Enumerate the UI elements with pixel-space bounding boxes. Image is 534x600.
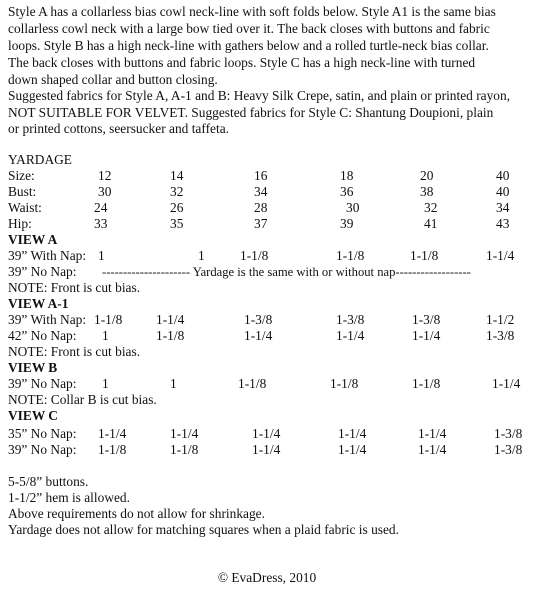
- measure-value: 30: [98, 184, 112, 199]
- yardage-value: 1-1/4: [170, 426, 199, 441]
- measure-value: 41: [424, 216, 438, 231]
- yardage-value: 1-1/4: [98, 426, 127, 441]
- yardage-value: 1-1/4: [244, 328, 273, 343]
- intro-line: or printed cottons, seersucker and taffeta.: [8, 121, 229, 136]
- view-b-note: NOTE: Collar B is cut bias.: [8, 392, 157, 407]
- yardage-value: 1-1/4: [418, 442, 447, 457]
- footer-note: 1-1/2” hem is allowed.: [8, 490, 130, 505]
- yardage-value: 1-3/8: [486, 328, 515, 343]
- measure-value: 26: [170, 200, 184, 215]
- yardage-value: 1-1/8: [412, 376, 441, 391]
- yardage-value: 1-1/8: [94, 312, 123, 327]
- same-yardage-note: --------------------- Yardage is the same with or without nap------------------: [102, 265, 471, 279]
- measure-value: 43: [496, 216, 510, 231]
- measure-value: 36: [340, 184, 354, 199]
- yardage-value: 1: [98, 248, 105, 263]
- yardage-value: 1-3/8: [412, 312, 441, 327]
- measure-value: 16: [254, 168, 268, 183]
- yardage-value: 1-1/8: [238, 376, 267, 391]
- yardage-value: 1-1/4: [418, 426, 447, 441]
- yardage-value: 1-1/8: [330, 376, 359, 391]
- yardage-value: 1-1/4: [338, 442, 367, 457]
- yardage-value: 1-3/8: [494, 426, 523, 441]
- measure-label: Waist:: [8, 200, 42, 215]
- yardage-value: 1: [102, 328, 109, 343]
- yardage-value: 1-1/8: [410, 248, 439, 263]
- measure-value: 34: [496, 200, 510, 215]
- footer-note: Above requirements do not allow for shrinkage.: [8, 506, 265, 521]
- yardage-value: 1-1/8: [170, 442, 199, 457]
- measure-value: 39: [340, 216, 354, 231]
- measure-label: Hip:: [8, 216, 32, 231]
- measure-value: 40: [496, 168, 510, 183]
- yardage-value: 1-1/4: [156, 312, 185, 327]
- yardage-row-label: 39” With Nap:: [8, 312, 87, 327]
- measure-label: Bust:: [8, 184, 37, 199]
- yardage-value: 1-1/8: [98, 442, 127, 457]
- intro-line: down shaped collar and button closing.: [8, 72, 218, 87]
- view-a1-note: NOTE: Front is cut bias.: [8, 344, 141, 359]
- intro-line: The back closes with buttons and fabric loops. Style C has a high neck-line with turned: [8, 55, 476, 70]
- yardage-value: 1-1/4: [252, 426, 281, 441]
- intro-line: loops. Style B has a high neck-line with gathers below and a rolled turtle-neck bias collar.: [8, 38, 489, 53]
- yardage-row-label: 39” No Nap:: [8, 264, 77, 279]
- yardage-value: 1-1/2: [486, 312, 515, 327]
- yardage-value: 1-3/8: [336, 312, 365, 327]
- intro-line: Suggested fabrics for Style A, A-1 and B: Heavy Silk Crepe, satin, and plain or printed rayon,: [8, 88, 511, 103]
- view-a-note: NOTE: Front is cut bias.: [8, 280, 141, 295]
- yardage-value: 1-1/8: [156, 328, 185, 343]
- measure-value: 38: [420, 184, 434, 199]
- yardage-row-label: 39” No Nap:: [8, 376, 77, 391]
- measure-value: 33: [94, 216, 108, 231]
- measure-value: 12: [98, 168, 112, 183]
- yardage-row-label: 35” No Nap:: [8, 426, 77, 441]
- yardage-value: 1-1/4: [412, 328, 441, 343]
- measure-value: 34: [254, 184, 268, 199]
- yardage-value: 1-3/8: [244, 312, 273, 327]
- yardage-heading: YARDAGE: [8, 152, 72, 167]
- footer-note: 5-5/8” buttons.: [8, 474, 89, 489]
- yardage-row-label: 39” With Nap:: [8, 248, 87, 263]
- intro-line: NOT SUITABLE FOR VELVET. Suggested fabrics for Style C: Shantung Doupioni, plain: [8, 105, 494, 120]
- yardage-value: 1-1/8: [240, 248, 269, 263]
- intro-line: collarless cowl neck with a large bow tied over it. The back closes with buttons and fabric: [8, 21, 490, 36]
- copyright-notice: © EvaDress, 2010: [217, 570, 317, 585]
- view-c-heading: VIEW C: [8, 408, 58, 423]
- measure-value: 20: [420, 168, 434, 183]
- measure-value: 37: [254, 216, 268, 231]
- yardage-row-label: 42” No Nap:: [8, 328, 77, 343]
- measure-value: 24: [94, 200, 108, 215]
- measure-value: 28: [254, 200, 268, 215]
- view-a-heading: VIEW A: [8, 232, 58, 247]
- yardage-value: 1-1/4: [338, 426, 367, 441]
- yardage-value: 1-1/4: [252, 442, 281, 457]
- footer-note: Yardage does not allow for matching squares when a plaid fabric is used.: [8, 522, 399, 537]
- measure-value: 14: [170, 168, 184, 183]
- yardage-value: 1-3/8: [494, 442, 523, 457]
- view-b-heading: VIEW B: [8, 360, 58, 375]
- yardage-value: 1-1/4: [336, 328, 365, 343]
- measure-value: 35: [170, 216, 184, 231]
- view-a1-heading: VIEW A-1: [8, 296, 69, 311]
- yardage-value: 1-1/4: [486, 248, 515, 263]
- yardage-value: 1-1/8: [336, 248, 365, 263]
- yardage-row-label: 39” No Nap:: [8, 442, 77, 457]
- measure-label: Size:: [8, 168, 35, 183]
- yardage-value: 1-1/4: [492, 376, 521, 391]
- measure-value: 32: [170, 184, 184, 199]
- yardage-value: 1: [102, 376, 109, 391]
- measure-value: 18: [340, 168, 354, 183]
- yardage-value: 1: [170, 376, 177, 391]
- yardage-value: 1: [198, 248, 205, 263]
- measure-value: 40: [496, 184, 510, 199]
- intro-line: Style A has a collarless bias cowl neck-line with soft folds below. Style A1 is the same bias: [8, 4, 496, 19]
- measure-value: 32: [424, 200, 438, 215]
- measure-value: 30: [346, 200, 360, 215]
